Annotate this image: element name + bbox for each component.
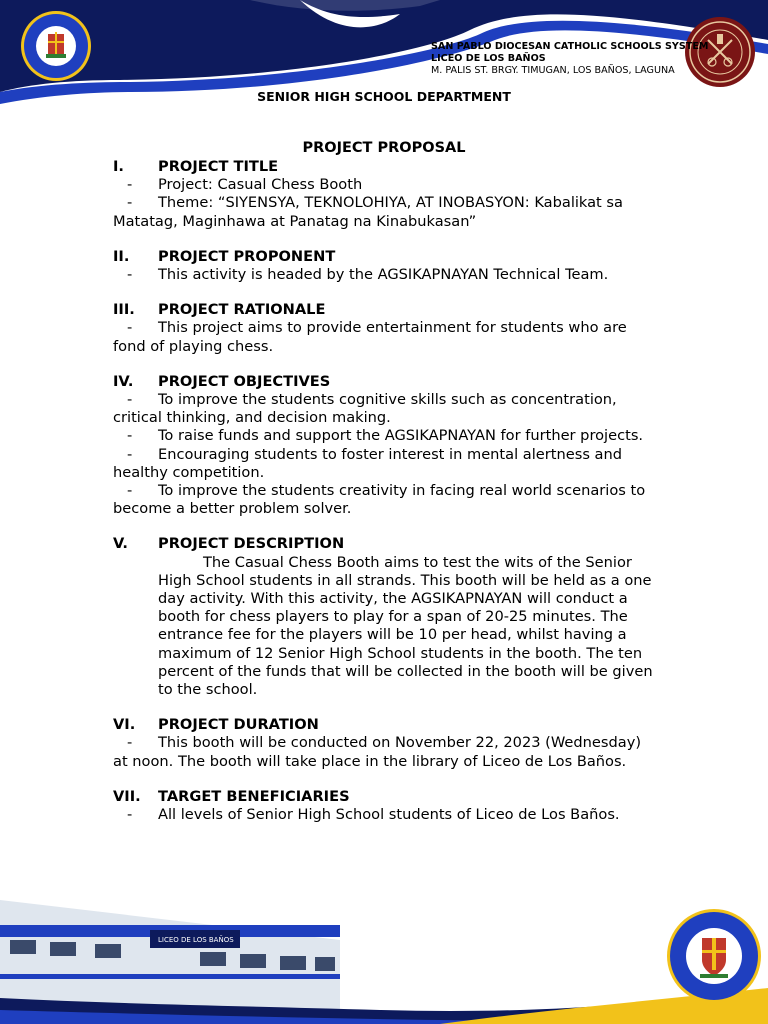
list-item-text: Project: Casual Chess Booth [158,176,363,194]
section-number: VI. [113,716,136,734]
list-item: - To improve the students creativity in facing real world scenarios to become a better problem solver. [113,482,658,518]
section-number: I. [113,158,124,175]
section-heading [113,158,658,176]
section-heading [113,788,658,806]
building-sign-text: LICEO DE LOS BAÑOS [158,936,234,944]
proposal-body [113,158,658,841]
list-item: - Encouraging students to foster interest in mental alertness and healthy competition. [113,446,658,482]
section-project-proponent [113,248,658,284]
section-number: V. [113,535,128,553]
list-item: - This activity is headed by the AGSIKAPNAYAN Technical Team. [113,266,658,284]
section-title: PROJECT DURATION [158,716,319,734]
section-number: II. [113,247,130,265]
list-item: - To improve the students cognitive skills such as concentration, critical thinking, and decision making. [113,391,658,427]
section-project-objectives [113,373,658,519]
section-heading [113,716,658,734]
section-project-duration [113,716,658,771]
list-item: - This project aims to provide entertainment for students who are fond of playing chess. [113,319,658,355]
school-logo-large-icon [666,908,762,1004]
section-heading [113,535,658,553]
school-logo-icon [20,10,92,82]
list-item-text: All levels of Senior High School students of Liceo de Los Baños. [158,806,620,824]
school-name: LICEO DE LOS BAÑOS [431,53,546,64]
section-title: PROJECT OBJECTIVES [158,372,331,390]
list-item: - All levels of Senior High School students of Liceo de Los Baños. [113,806,658,824]
list-item-text: This activity is headed by the AGSIKAPNAYAN Technical Team. [158,266,609,284]
list-item-text: To improve the students creativity in facing real world scenarios to become a better problem solver. [113,482,646,518]
section-heading [113,373,658,391]
section-target-beneficiaries [113,788,658,824]
description-paragraph: The Casual Chess Booth aims to test the wits of the Senior High School students in all strands. This booth will be held as a one day activity. With this activity, the AGSIKAPNAYAN will conduct a booth for chess players to play for a span of 20-25 minutes. The entrance fee for the players will be 10 per head, whilst having a maximum of 12 Senior High School students in the booth. The ten percent of the funds that will be collected in the booth will be given to the school. [158,553,653,699]
section-number: VII. [113,787,141,805]
section-title: TARGET BENEFICIARIES [158,787,350,805]
list-item: - To raise funds and support the AGSIKAPNAYAN for further projects. [113,427,658,445]
section-title: PROJECT TITLE [158,158,279,175]
section-heading [113,248,658,266]
section-number: IV. [113,372,134,390]
section-heading [113,301,658,319]
list-item-text: Encouraging students to foster interest in mental alertness and healthy competition. [113,445,623,481]
list-item: - This booth will be conducted on November 22, 2023 (Wednesday) at noon. The booth will take place in the library of Liceo de Los Baños. [113,734,658,770]
section-title: PROJECT DESCRIPTION [158,535,345,553]
section-number: III. [113,301,135,319]
list-item-text: This project aims to provide entertainment for students who are fond of playing chess. [113,319,627,355]
section-project-title [113,158,658,231]
section-project-description [113,535,658,699]
system-name: SAN PABLO DIOCESAN CATHOLIC SCHOOLS SYSTEM [431,41,709,52]
list-item-text: To improve the students cognitive skills such as concentration, critical thinking, and decision making. [113,391,617,427]
list-item-text: Theme: “SIYENSYA, TEKNOLOHIYA, AT INOBASYON: Kabalikat sa Matatag, Maginhawa at Panatag na Kinabukasan” [113,194,623,230]
list-item-text: To raise funds and support the AGSIKAPNAYAN for further projects. [158,427,644,445]
school-info-block [431,41,708,77]
list-item: - Theme: “SIYENSYA, TEKNOLOHIYA, AT INOBASYON: Kabalikat sa Matatag, Maginhawa at Panatag na Kinabukasan” [113,194,658,230]
list-item-text: This booth will be conducted on November 22, 2023 (Wednesday) at noon. The booth will take place in the library of Liceo de Los Baños. [113,734,642,770]
section-title: PROJECT PROPONENT [158,247,336,265]
document-title: PROJECT PROPOSAL [302,140,466,156]
school-address: M. PALIS ST. BRGY. TIMUGAN, LOS BAÑOS, LAGUNA [431,65,675,76]
list-item: - Project: Casual Chess Booth [113,176,658,194]
footer-building-graphic [0,880,768,1024]
department-heading: SENIOR HIGH SCHOOL DEPARTMENT [257,89,511,104]
section-project-rationale [113,301,658,356]
section-title: PROJECT RATIONALE [158,301,326,319]
